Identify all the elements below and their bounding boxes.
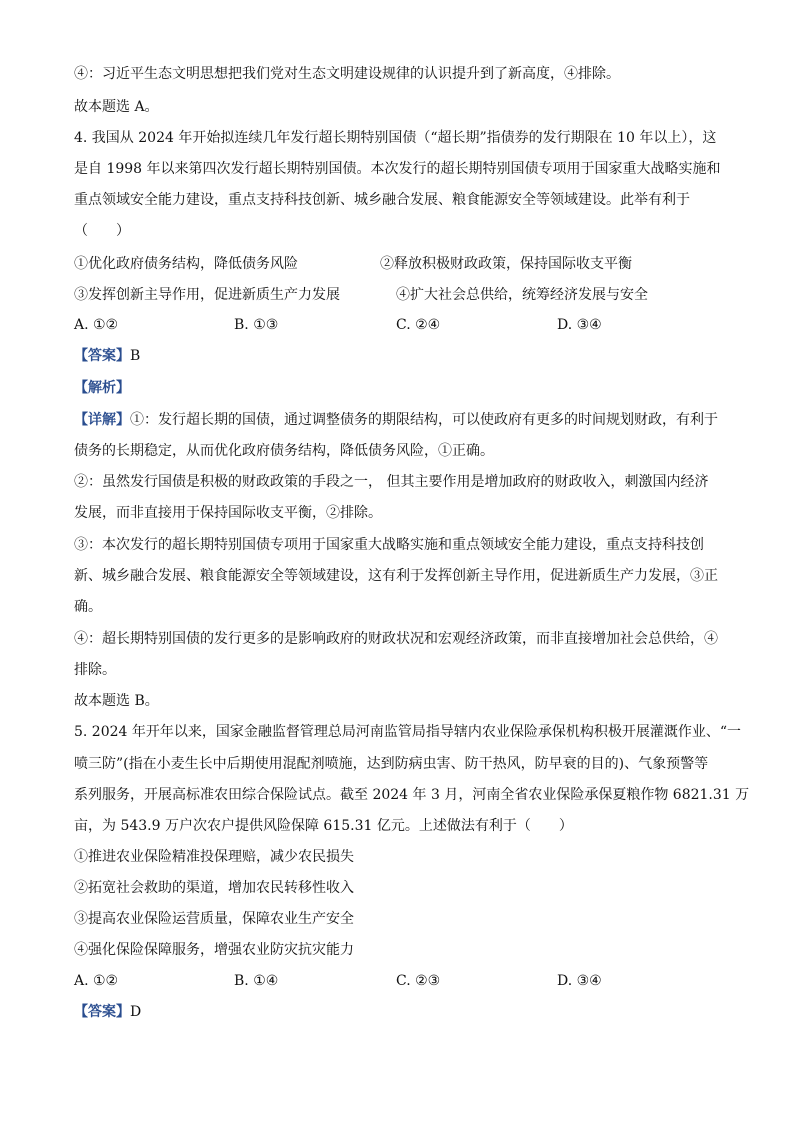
q4-option-4: ④扩大社会总供给，统筹经济发展与安全 (396, 287, 648, 303)
q5-stem-line: 亩，为 543.9 万户次农户提供风险保障 615.31 亿元。上述做法有利于（ ） (74, 818, 573, 834)
q4-detail-line (74, 410, 724, 430)
answer-value: B (130, 348, 141, 364)
prev-analysis-line: ④：习近平生态文明思想把我们党对生态文明建设规律的认识提升到了新高度，④排除。 (74, 66, 620, 82)
q5-stem-line: 5. 2024 年开年以来，国家金融监督管理总局河南监管局指导辖内农业保险承保机构积极开展灌溉作业、“一 (74, 724, 742, 740)
q5-choice-b: B. ①④ (234, 973, 279, 989)
q4-detail-line: 发展，而非直接用于保持国际收支平衡，②排除。 (74, 505, 382, 521)
q5-stem-line: 喷三防”(指在小麦生长中后期使用混配剂喷施，达到防病虫害、防干热风，防早衰的目的)、气象预警等 (74, 756, 709, 772)
detail-text: ①：发行超长期的国债，通过调整债务的期限结构，可以使政府有更多的时间规划财政，有利于 (130, 412, 718, 428)
q5-option-4: ④强化保险保障服务，增强农业防灾抗灾能力 (74, 942, 354, 958)
q4-stem-line: 4. 我国从 2024 年开始拟连续几年发行超长期特别国债（“超长期”指债券的发行期限在 10 年以上），这 (74, 130, 717, 146)
q4-detail-line: 确。 (74, 599, 102, 615)
q5-stem-line: 系列服务，开展高标准农田综合保险试点。截至 2024 年 3 月，河南全省农业保险承保夏粮作物 6821.31 万 (74, 787, 750, 803)
q4-option-3: ③发挥创新主导作用，促进新质生产力发展 (74, 287, 340, 303)
q4-stem-line: 是自 1998 年以来第四次发行超长期特别国债。本次发行的超长期特别国债专项用于国家重大战略实施和 (74, 161, 721, 177)
q4-option-1: ①优化政府债务结构，降低债务风险 (74, 256, 298, 272)
q4-detail-line: ②：虽然发行国债是积极的财政政策的手段之一， 但其主要作用是增加政府的财政收入，刺激国内经济 (74, 474, 709, 490)
detail-tag: 【详解】 (74, 412, 130, 428)
q5-option-2: ②拓宽社会救助的渠道，增加农民转移性收入 (74, 880, 354, 896)
q4-stem-line: 重点领域安全能力建设，重点支持科技创新、城乡融合发展、粮食能源安全等领域建设。此举有利于 (74, 192, 690, 208)
q5-choice-d: D. ③④ (557, 973, 602, 989)
q4-answer (74, 346, 724, 366)
q4-answer-blank: （ ） (74, 223, 130, 239)
q5-choice-c: C. ②③ (396, 973, 441, 989)
q4-detail-line: 债务的长期稳定，从而优化政府债务结构，降低债务风险，①正确。 (74, 443, 494, 459)
q5-choice-a: A. ①② (74, 973, 119, 989)
q4-analysis-heading (74, 378, 724, 398)
q4-option-2: ②释放积极财政政策，保持国际收支平衡 (380, 256, 632, 272)
prev-conclusion: 故本题选 A。 (74, 99, 159, 115)
answer-tag: 【答案】 (74, 348, 130, 364)
q4-choice-b: B. ①③ (234, 317, 279, 333)
q4-detail-line: ④：超长期特别国债的发行更多的是影响政府的财政状况和宏观经济政策，而非直接增加社会总供给，④ (74, 631, 718, 647)
q4-detail-line: 新、城乡融合发展、粮食能源安全等领域建设，这有利于发挥创新主导作用，促进新质生产力发展，③正 (74, 568, 718, 584)
q5-option-3: ③提高农业保险运营质量，保障农业生产安全 (74, 911, 354, 927)
q4-detail-line: ③：本次发行的超长期特别国债专项用于国家重大战略实施和重点领域安全能力建设，重点支持科技创 (74, 537, 704, 553)
analysis-tag: 【解析】 (74, 380, 130, 396)
q4-choice-a: A. ①② (74, 317, 119, 333)
answer-value: D (130, 1004, 142, 1020)
q4-detail-line: 排除。 (74, 662, 116, 678)
q5-option-1: ①推进农业保险精准投保理赔，减少农民损失 (74, 849, 354, 865)
answer-tag: 【答案】 (74, 1004, 130, 1020)
q4-conclusion: 故本题选 B。 (74, 693, 159, 709)
q4-choice-c: C. ②④ (396, 317, 441, 333)
q5-answer (74, 1002, 724, 1022)
q4-choice-d: D. ③④ (557, 317, 602, 333)
